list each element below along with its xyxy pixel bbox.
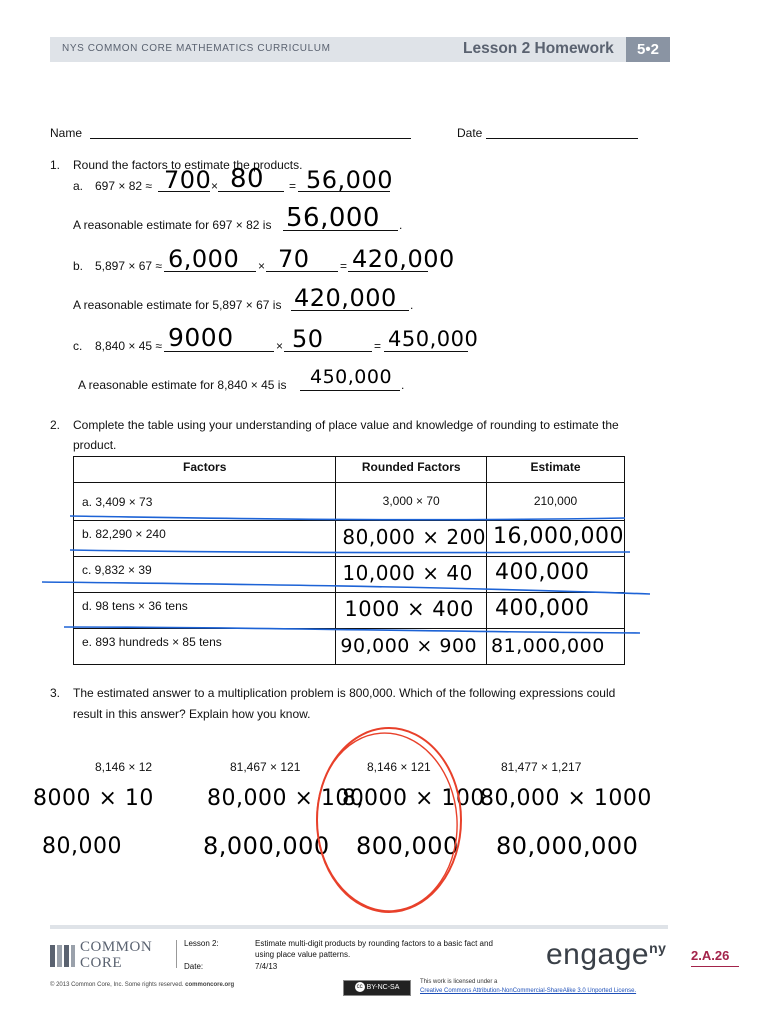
copyright-link[interactable]: commoncore.org (185, 982, 235, 988)
q1b-product-answer: 420,000 (352, 245, 455, 273)
q1a-reason-answer: 56,000 (286, 203, 380, 233)
option-3-result: 800,000 (356, 832, 459, 860)
footer-date-label: Date: (184, 962, 204, 971)
blue-line-1 (70, 516, 625, 520)
equals-sign: = (289, 179, 297, 193)
engage-logo (546, 938, 666, 972)
answer-circle (300, 720, 480, 920)
q2-number: 2. (50, 418, 61, 432)
period: . (401, 378, 405, 392)
q1a-factor2-answer: 80 (230, 164, 265, 194)
q1a-label: a. (73, 179, 84, 193)
q1b-reason-answer: 420,000 (294, 284, 397, 312)
footer-date-value: 7/4/13 (255, 962, 278, 971)
q3-number: 3. (50, 686, 61, 700)
rounded-answer: 10,000 × 40 (342, 561, 473, 585)
footer-lesson-text-2: using place value patterns. (255, 950, 351, 959)
equals-sign: = (340, 259, 348, 273)
estimate-cell: 210,000 (533, 494, 578, 508)
option-1-work: 8000 × 10 (33, 786, 154, 811)
q1a-product-answer: 56,000 (306, 166, 393, 194)
q2-prompt-line1: Complete the table using your understanding of place value and knowledge of rounding to estimate the (73, 418, 619, 432)
option-1-expression: 8,146 × 12 (95, 760, 153, 774)
option-3-expression: 8,146 × 121 (367, 760, 431, 774)
period: . (410, 298, 414, 312)
q2-prompt-line2: product. (73, 438, 117, 452)
rounded-answer: 80,000 × 200 (342, 525, 487, 549)
logo-text-common: COMMON (80, 939, 153, 955)
option-4-expression: 81,477 × 1,217 (501, 760, 582, 774)
q1-number: 1. (50, 158, 61, 172)
engage-sup: ny (649, 940, 667, 956)
q1c-product-answer: 450,000 (388, 327, 479, 351)
cc-icon: cc (356, 984, 363, 991)
q3-prompt-line2: result in this answer? Explain how you know. (73, 707, 311, 721)
factors-cell: c. 9,832 × 39 (82, 563, 152, 577)
copyright (50, 982, 234, 988)
q1c-factor1-answer: 9000 (168, 323, 234, 352)
footer-lesson-text-1: Estimate multi-digit products by rounding factors to a basic fact and (255, 939, 493, 948)
lesson-title: Lesson 2 Homework (463, 40, 614, 57)
times-sign: × (276, 339, 284, 353)
module-code: 5•2 (626, 37, 670, 62)
q1a-factor1-answer: 700 (164, 166, 212, 194)
option-2-result: 8,000,000 (203, 832, 330, 860)
logo-text-core: CORE (80, 955, 123, 971)
option-2-expression: 81,467 × 121 (230, 760, 301, 774)
engage-text: engage (546, 938, 650, 971)
q1c-factor2-answer: 50 (292, 325, 324, 353)
blue-line-3 (42, 582, 650, 594)
curriculum-title: NYS COMMON CORE MATHEMATICS CURRICULUM (62, 43, 331, 54)
q3-prompt-line1: The estimated answer to a multiplication problem is 800,000. Which of the following expressions could (73, 686, 616, 700)
cc-license-badge (343, 980, 411, 996)
license-link[interactable]: Creative Commons Attribution-NonCommercial-ShareAlike 3.0 Unported License. (420, 988, 637, 994)
q1a-reason-text: A reasonable estimate for 697 × 82 is (73, 218, 272, 232)
q1b-label: b. (73, 259, 84, 273)
header-factors: Factors (74, 457, 336, 483)
q1a-expression: 697 × 82 ≈ (95, 179, 152, 193)
q1b-factor1-answer: 6,000 (168, 245, 240, 273)
q1b-factor2-answer: 70 (278, 245, 310, 273)
header-rounded-factors: Rounded Factors (336, 457, 487, 483)
option-4-result: 80,000,000 (496, 832, 639, 860)
period: . (399, 218, 403, 232)
estimate-answer: 81,000,000 (491, 635, 605, 657)
times-sign: × (211, 179, 219, 193)
header-estimate: Estimate (487, 457, 625, 483)
q1-prompt: Round the factors to estimate the products. (73, 158, 303, 172)
rounded-answer: 1000 × 400 (344, 597, 474, 621)
rounded-cell: 3,000 × 70 (382, 494, 440, 508)
q1b-expression: 5,897 × 67 ≈ (95, 259, 162, 273)
page-code-underline (691, 966, 739, 967)
footer-rule (50, 925, 668, 929)
option-2-work: 80,000 × 100 (207, 786, 365, 811)
q1c-expression: 8,840 × 45 ≈ (95, 339, 162, 353)
name-label: Name (50, 126, 83, 140)
factors-cell: e. 893 hundreds × 85 tens (82, 635, 222, 649)
factors-cell: d. 98 tens × 36 tens (82, 599, 188, 613)
cc-badge-text: BY-NC-SA (366, 984, 400, 991)
footer-divider (176, 940, 177, 968)
q1c-label: c. (73, 339, 83, 353)
rounded-answer: 90,000 × 900 (340, 635, 478, 657)
q1b-reason-text: A reasonable estimate for 5,897 × 67 is (73, 298, 282, 312)
estimate-answer: 16,000,000 (493, 524, 624, 549)
license-text: This work is licensed under a (420, 979, 498, 985)
estimate-answer: 400,000 (495, 596, 590, 621)
q1c-reason-text: A reasonable estimate for 8,840 × 45 is (78, 378, 287, 392)
date-label: Date (457, 126, 483, 140)
estimate-answer: 400,000 (495, 560, 590, 585)
option-3-work: 8,000 × 100 (342, 786, 485, 811)
option-4-work: 80,000 × 1000 (480, 786, 652, 811)
footer-lesson-label: Lesson 2: (184, 939, 219, 948)
times-sign: × (258, 259, 266, 273)
option-1-result: 80,000 (42, 834, 122, 859)
page-code: 2.A.26 (691, 948, 730, 963)
blue-line-4 (64, 627, 640, 633)
q1c-reason-answer: 450,000 (310, 366, 393, 388)
factors-cell: a. 3,409 × 73 (82, 495, 153, 509)
equals-sign: = (374, 339, 382, 353)
blue-line-2 (70, 550, 630, 553)
copyright-text: © 2013 Common Core, Inc. Some rights reserved. (50, 982, 184, 988)
factors-cell: b. 82,290 × 240 (82, 527, 166, 541)
common-core-logo-icon (50, 941, 76, 967)
